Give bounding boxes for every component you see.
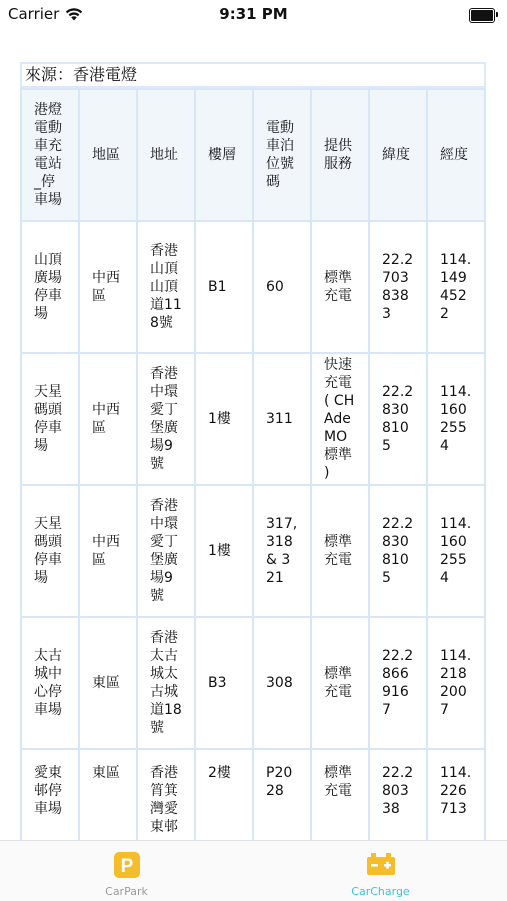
battery-charge-icon: [366, 851, 396, 877]
column-header: 地址: [138, 90, 194, 220]
table-cell: 愛東邨停車場: [22, 750, 78, 840]
table-cell: 114.1602554: [428, 486, 484, 616]
tab-label-carpark: CarPark: [105, 885, 148, 898]
table-cell: 22.28669167: [370, 618, 426, 748]
battery-icon: [469, 8, 495, 23]
tab-bar: [0, 840, 507, 901]
source-label: 來源：香港電燈: [20, 62, 486, 88]
column-header: 電動車泊位號碼: [254, 90, 310, 220]
tab-carpark[interactable]: [0, 841, 253, 901]
parking-icon: [113, 851, 141, 879]
table-cell: 天星碼頭停車場: [22, 354, 78, 484]
column-header: 港燈電動車充電站_停車場: [22, 90, 78, 220]
table-cell: 308: [254, 618, 310, 748]
column-header: 緯度: [370, 90, 426, 220]
table-cell: 快速充電 ( CHAdeMO標準 ): [312, 354, 368, 484]
table-cell: 標準充電: [312, 750, 368, 840]
table-cell: 東區: [80, 750, 136, 840]
svg-text:P: P: [120, 856, 133, 877]
table-row[interactable]: [22, 486, 484, 616]
table-cell: 22.27038383: [370, 222, 426, 352]
table-cell: 2樓: [196, 750, 252, 840]
table-cell: 標準充電: [312, 618, 368, 748]
table-cell: 標準充電: [312, 222, 368, 352]
table-cell: 香港太古城太古城道18號: [138, 618, 194, 748]
column-header: 經度: [428, 90, 484, 220]
table-row[interactable]: [22, 222, 484, 352]
tab-carcharge[interactable]: [254, 841, 507, 901]
table-cell: 香港中環愛丁堡廣場9號: [138, 486, 194, 616]
table-cell: 香港中環愛丁堡廣場9號: [138, 354, 194, 484]
table-cell: 中西區: [80, 354, 136, 484]
table-cell: 22.28308105: [370, 486, 426, 616]
table-cell: B3: [196, 618, 252, 748]
table-cell: 22.280338: [370, 750, 426, 840]
table-cell: 1樓: [196, 486, 252, 616]
table-cell: 317, 318 & 321: [254, 486, 310, 616]
table-cell: 太古城中心停車場: [22, 618, 78, 748]
content-area[interactable]: [0, 28, 507, 840]
carrier-label: Carrier: [8, 5, 60, 23]
table-header-row: [22, 90, 484, 220]
table-cell: 60: [254, 222, 310, 352]
table-cell: P2028: [254, 750, 310, 840]
tab-label-carcharge: CarCharge: [351, 885, 410, 898]
clock: 9:31 PM: [219, 5, 288, 23]
table-cell: 114.226713: [428, 750, 484, 840]
column-header: 地區: [80, 90, 136, 220]
status-bar: [0, 0, 507, 28]
table-cell: 香港山頂山頂道118號: [138, 222, 194, 352]
table-cell: 114.2182007: [428, 618, 484, 748]
table-cell: 中西區: [80, 222, 136, 352]
table-cell: 114.1602554: [428, 354, 484, 484]
table-cell: 天星碼頭停車場: [22, 486, 78, 616]
table-row[interactable]: [22, 618, 484, 748]
table-row[interactable]: [22, 354, 484, 484]
table-row[interactable]: [22, 750, 484, 840]
table-cell: B1: [196, 222, 252, 352]
column-header: 提供服務: [312, 90, 368, 220]
table-cell: 22.28308105: [370, 354, 426, 484]
table-cell: 311: [254, 354, 310, 484]
table-cell: 中西區: [80, 486, 136, 616]
table-cell: 標準充電: [312, 486, 368, 616]
table-cell: 山頂廣場停車場: [22, 222, 78, 352]
table-cell: 114.1494522: [428, 222, 484, 352]
table-cell: 香港筲箕灣愛東邨: [138, 750, 194, 840]
column-header: 樓層: [196, 90, 252, 220]
charging-station-table: [20, 88, 486, 840]
table-cell: 東區: [80, 618, 136, 748]
table-cell: 1樓: [196, 354, 252, 484]
